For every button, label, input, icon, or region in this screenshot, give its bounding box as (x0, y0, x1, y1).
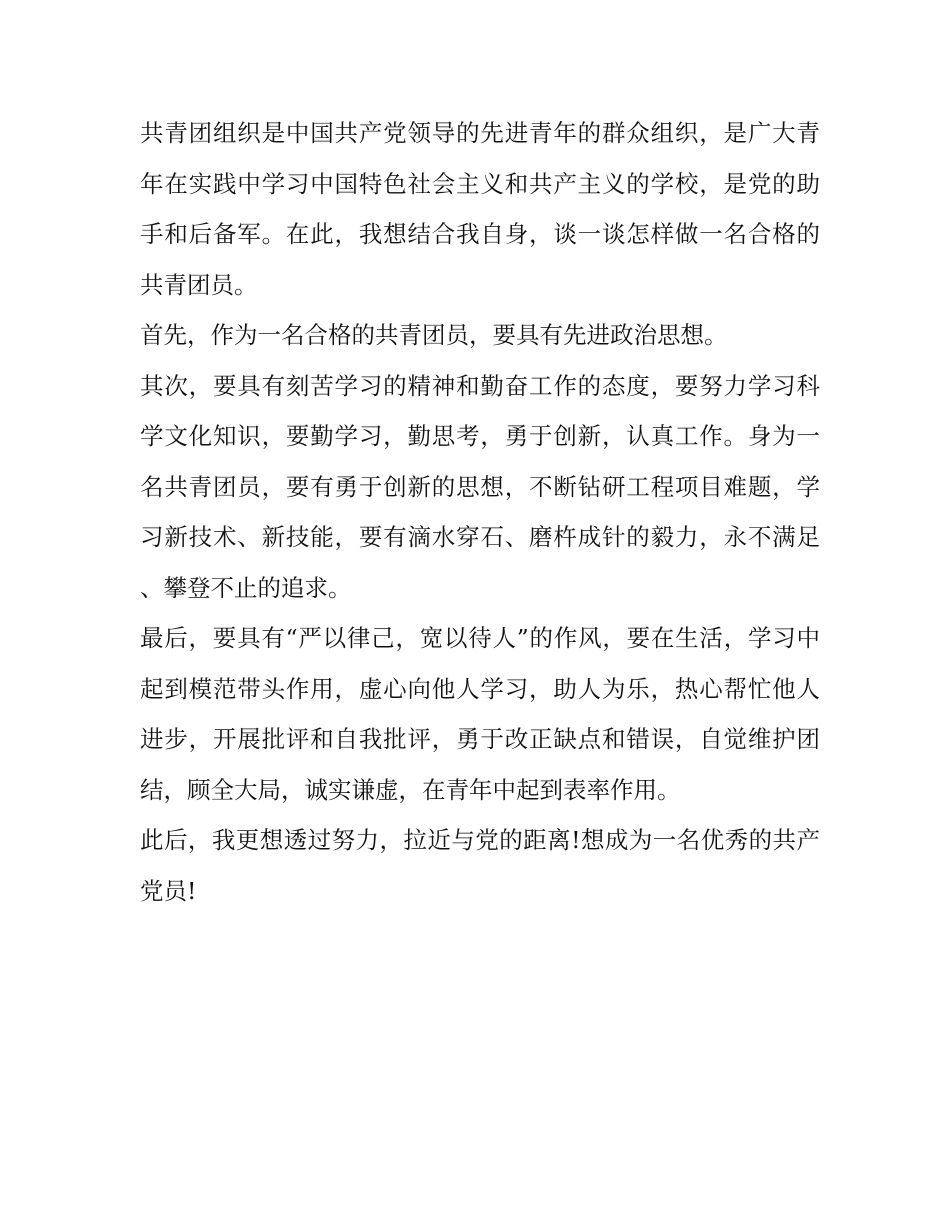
paragraph-last: 最后，要具有“严以律己，宽以待人”的作风，要在生活，学习中起到模范带头作用，虚心向他人学习，助人为乐，热心帮忙他人进步，开展批评和自我批评，勇于改正缺点和错误，自觉维护团结，顾全大局，诚实谦虚，在青年中起到表率作用。 (140, 624, 820, 804)
paragraph-intro: 共青团组织是中国共产党领导的先进青年的群众组织，是广大青年在实践中学习中国特色社会主义和共产主义的学校，是党的助手和后备军。在此，我想结合我自身，谈一谈怎样做一名合格的共青团员。 (140, 119, 820, 299)
document-body (140, 108, 820, 916)
paragraph-closing: 此后，我更想透过努力，拉近与党的距离!想成为一名优秀的共产党员! (140, 826, 820, 905)
paragraph-first: 首先，作为一名合格的共青团员，要具有先进政治思想。 (140, 321, 728, 349)
paragraph-second: 其次，要具有刻苦学习的精神和勤奋工作的态度，要努力学习科学文化知识，要勤学习，勤思考，勇于创新，认真工作。身为一名共青团员，要有勇于创新的思想，不断钻研工程项目难题，学习新技术、新技能，要有滴水穿石、磨杵成针的毅力，永不满足、攀登不止的追求。 (140, 371, 820, 602)
